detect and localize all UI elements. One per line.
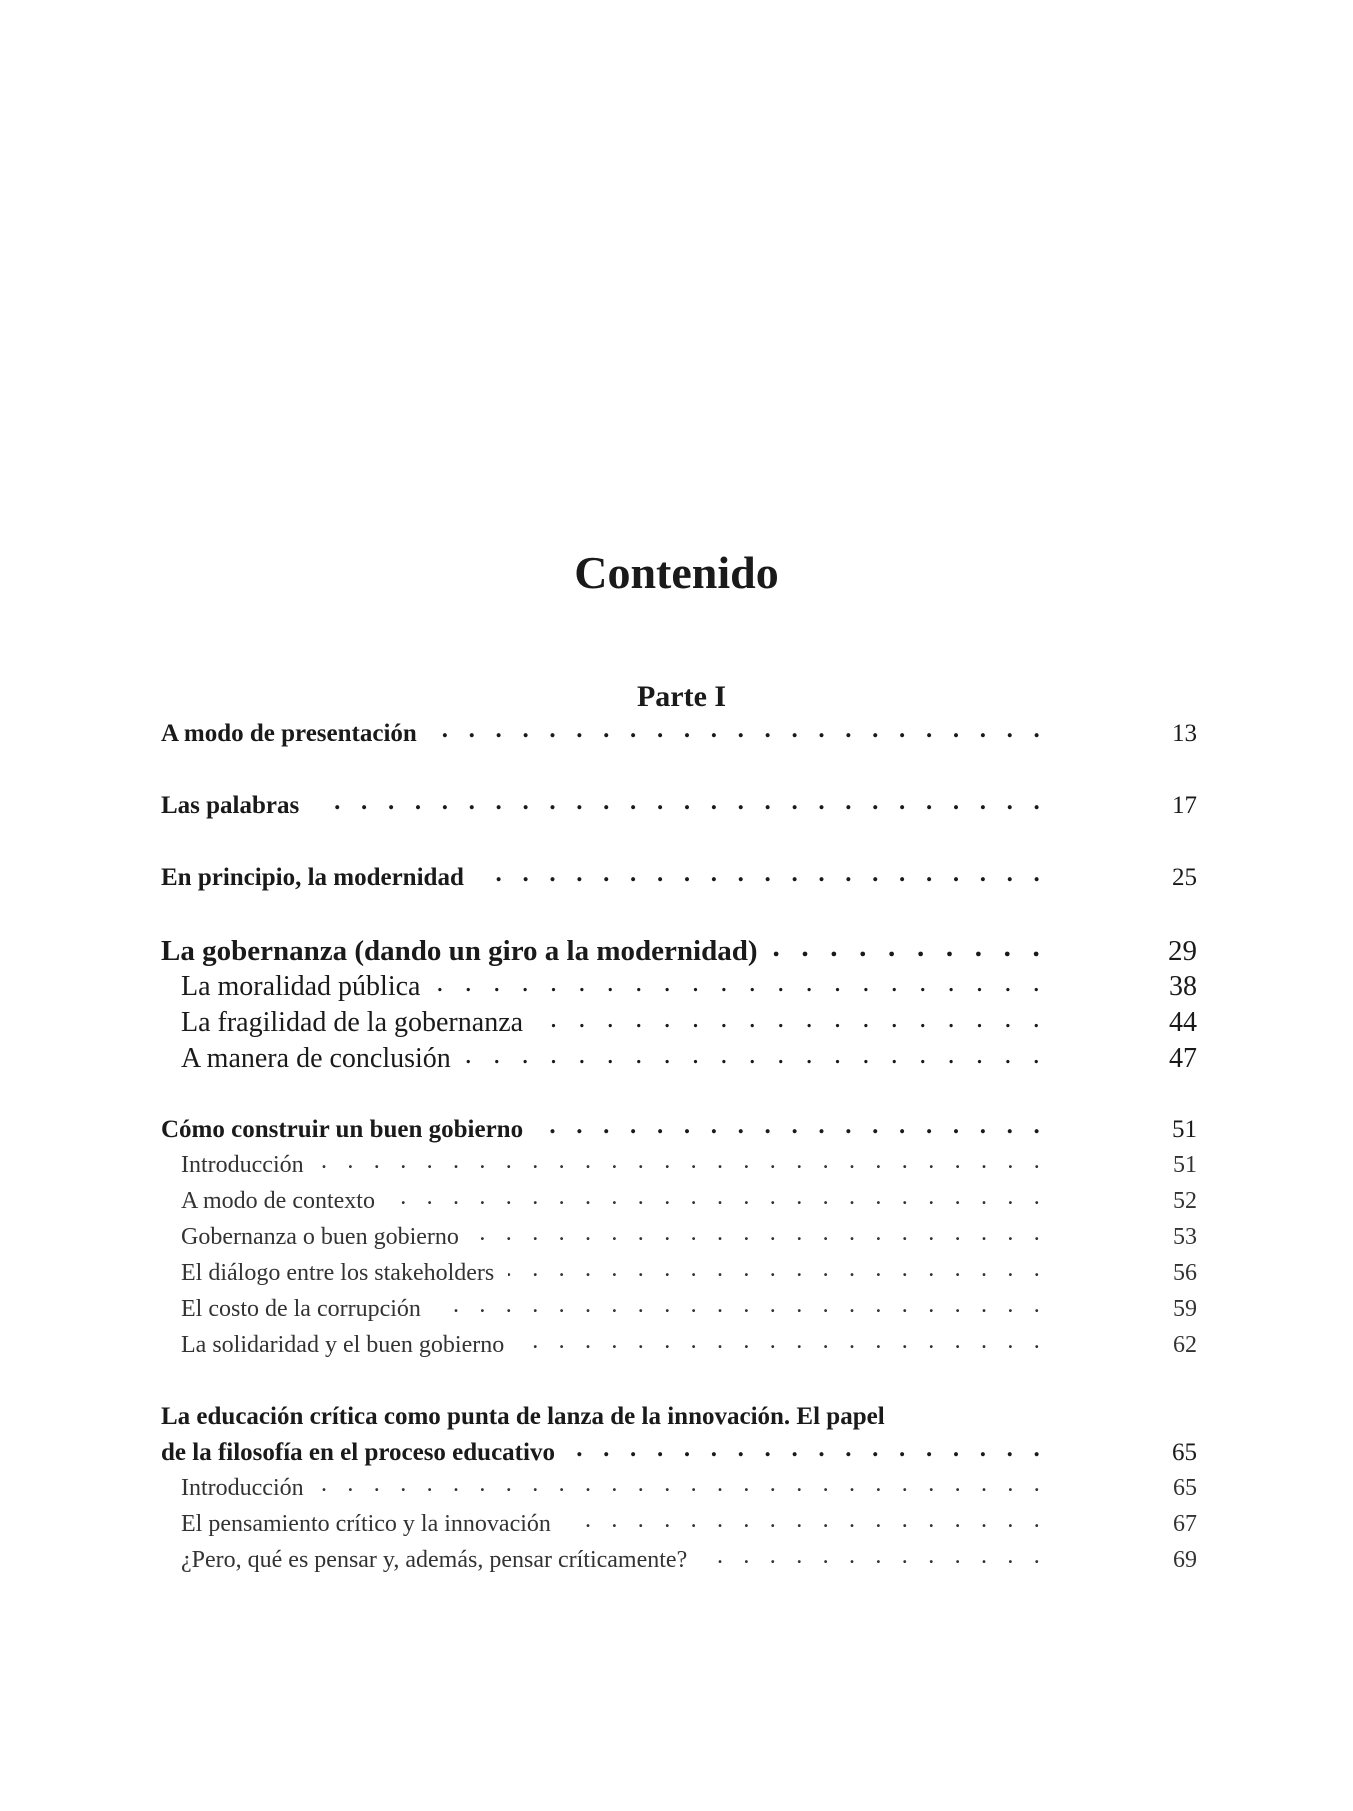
toc-subentry[interactable] xyxy=(161,1292,1197,1328)
toc-subentry[interactable] xyxy=(161,1184,1197,1220)
toc-entry-title-line1[interactable]: La educación crítica como punta de lanza de la innovación. El papel xyxy=(161,1403,885,1430)
dot-leader xyxy=(318,1471,1047,1495)
toc-entry-title: El diálogo entre los stakeholders xyxy=(181,1260,495,1286)
toc-page-number: 47 xyxy=(1169,1043,1197,1074)
dot-leader xyxy=(389,1184,1047,1208)
dot-leader xyxy=(478,860,1047,885)
toc-page-number: 62 xyxy=(1173,1332,1197,1358)
toc-page-number: 59 xyxy=(1173,1296,1197,1322)
toc-entry[interactable] xyxy=(161,1435,1197,1471)
toc-entry-title: A modo de contexto xyxy=(181,1188,375,1214)
toc-entry-title: Las palabras xyxy=(161,792,300,819)
dot-leader xyxy=(318,1148,1047,1172)
toc-entry-title: El costo de la corrupción xyxy=(181,1296,421,1322)
toc-subentry[interactable] xyxy=(161,1148,1197,1184)
toc-page-number: 69 xyxy=(1173,1547,1197,1573)
dot-leader xyxy=(473,1220,1047,1244)
toc-entry[interactable] xyxy=(161,931,1197,967)
toc-page-number: 56 xyxy=(1173,1260,1197,1286)
toc-entry-title: La moralidad pública xyxy=(181,971,421,1002)
dot-leader xyxy=(537,1112,1047,1137)
dot-leader xyxy=(431,716,1047,741)
toc-entry[interactable] xyxy=(161,788,1197,824)
toc-subentry[interactable] xyxy=(161,1220,1197,1256)
toc-page-number: 67 xyxy=(1173,1511,1197,1537)
toc-entry[interactable] xyxy=(161,860,1197,896)
toc-page-number: 51 xyxy=(1173,1152,1197,1178)
toc-page-number: 13 xyxy=(1172,720,1197,747)
toc-page-number: 65 xyxy=(1173,1475,1197,1501)
dot-leader xyxy=(313,788,1047,813)
toc-page-number: 44 xyxy=(1169,1007,1197,1038)
toc-subentry[interactable] xyxy=(161,1039,1197,1075)
toc-entry-title: La fragilidad de la gobernanza xyxy=(181,1007,524,1038)
dot-leader xyxy=(537,1003,1047,1031)
dot-leader xyxy=(701,1543,1047,1567)
dot-leader xyxy=(508,1256,1047,1280)
toc-entry[interactable] xyxy=(161,716,1197,752)
toc-page-number: 25 xyxy=(1172,864,1197,891)
toc-subentry[interactable] xyxy=(161,1328,1197,1364)
toc-entry-title: A modo de presentación xyxy=(161,720,417,747)
dot-leader xyxy=(434,967,1047,995)
dot-leader xyxy=(771,931,1047,960)
toc-entry-title: La gobernanza (dando un giro a la modernidad) xyxy=(161,935,758,967)
part-heading: Parte I xyxy=(636,680,727,713)
toc-page-number: 53 xyxy=(1173,1224,1197,1250)
toc-entry[interactable] xyxy=(161,1112,1197,1148)
toc-entry-title: A manera de conclusión xyxy=(181,1043,451,1074)
toc-entry-title: En principio, la modernidad xyxy=(161,864,464,891)
toc-subentry[interactable] xyxy=(161,1507,1197,1543)
toc-subentry[interactable] xyxy=(161,1543,1197,1579)
toc-page-number: 17 xyxy=(1172,792,1197,819)
toc-page-number: 52 xyxy=(1173,1188,1197,1214)
toc-entry-title: Introducción xyxy=(181,1475,304,1501)
toc-subentry[interactable] xyxy=(161,1256,1197,1292)
toc-entry-title: La solidaridad y el buen gobierno xyxy=(181,1332,505,1358)
toc-entry-title: Cómo construir un buen gobierno xyxy=(161,1116,524,1143)
toc-entry-title: ¿Pero, qué es pensar y, además, pensar críticamente? xyxy=(181,1547,688,1573)
page-title: Contenido xyxy=(574,547,779,598)
dot-leader xyxy=(518,1328,1047,1352)
toc-entry-title: Gobernanza o buen gobierno xyxy=(181,1224,459,1250)
toc-page-number: 38 xyxy=(1169,971,1197,1002)
toc-subentry[interactable] xyxy=(161,1471,1197,1507)
toc-page-number: 65 xyxy=(1172,1439,1197,1466)
dot-leader xyxy=(435,1292,1047,1316)
toc-page-number: 51 xyxy=(1172,1116,1197,1143)
toc-subentry[interactable] xyxy=(161,1003,1197,1039)
dot-leader xyxy=(565,1507,1047,1531)
toc-entry-title: Introducción xyxy=(181,1152,304,1178)
dot-leader xyxy=(569,1435,1047,1460)
toc-entry-title: de la filosofía en el proceso educativo xyxy=(161,1439,555,1466)
toc-page-number: 29 xyxy=(1168,935,1197,967)
dot-leader xyxy=(465,1039,1047,1067)
toc-entry-title: El pensamiento crítico y la innovación xyxy=(181,1511,551,1537)
toc-subentry[interactable] xyxy=(161,967,1197,1003)
